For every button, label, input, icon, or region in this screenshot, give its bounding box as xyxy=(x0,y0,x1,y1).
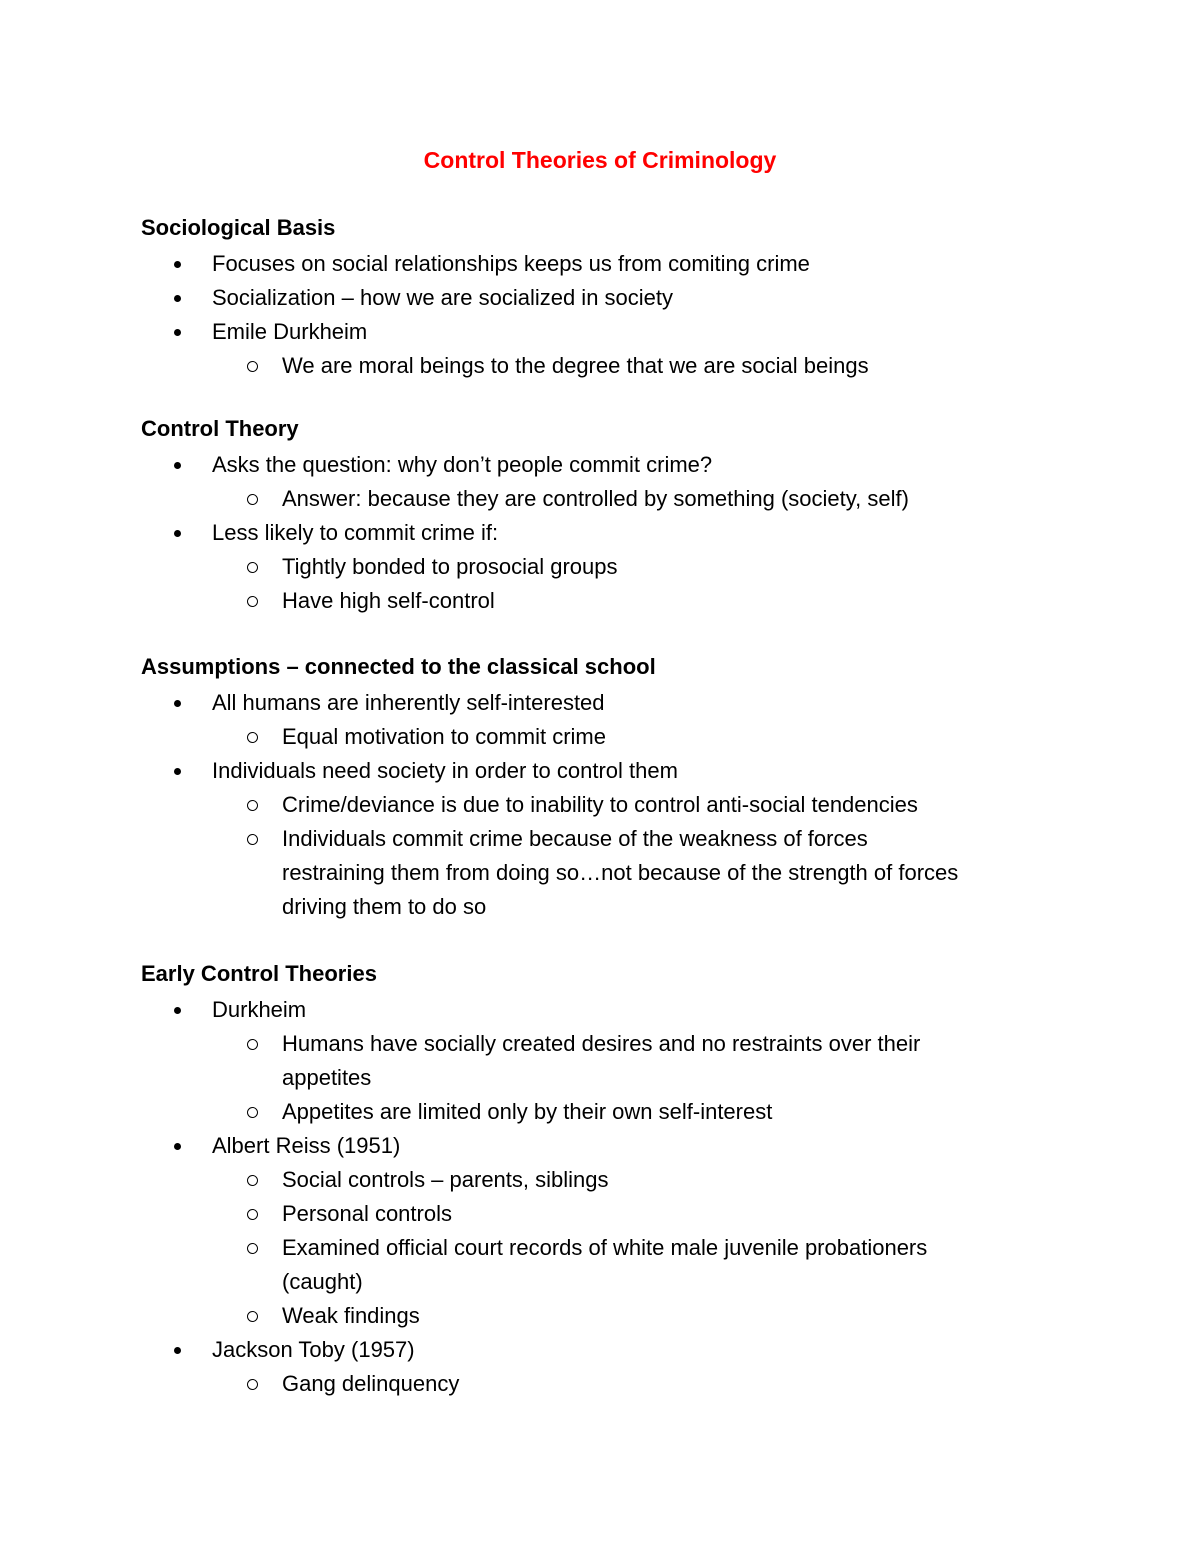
sub-list-item: Examined official court records of white male juvenile probationers xyxy=(282,1235,928,1260)
sub-list-item: appetites xyxy=(282,1065,372,1090)
sub-list-item: driving them to do so xyxy=(282,894,487,919)
list-item: All humans are inherently self-interested xyxy=(212,690,605,715)
sub-list-item: Humans have socially created desires and no restraints over their xyxy=(282,1031,921,1056)
sub-list-item: Individuals commit crime because of the weakness of forces xyxy=(282,826,868,851)
sub-list-item: Have high self-control xyxy=(282,588,495,613)
sub-list-item: Weak findings xyxy=(282,1303,420,1328)
section-heading: Assumptions – connected to the classical school xyxy=(141,654,656,679)
sub-list-item: Answer: because they are controlled by something (society, self) xyxy=(282,486,909,511)
list-item: Focuses on social relationships keeps us from comiting crime xyxy=(212,251,810,276)
document-title: Control Theories of Criminology xyxy=(423,147,777,173)
sub-list-item: (caught) xyxy=(282,1269,363,1294)
list-item: Socialization – how we are socialized in society xyxy=(212,285,674,310)
sub-list-item: restraining them from doing so…not because of the strength of forces xyxy=(282,860,959,885)
section-heading: Control Theory xyxy=(141,416,299,441)
list-item: Durkheim xyxy=(212,997,307,1022)
sub-list-item: Social controls – parents, siblings xyxy=(282,1167,609,1192)
sub-list-item: Crime/deviance is due to inability to control anti-social tendencies xyxy=(282,792,918,817)
list-item: Asks the question: why don’t people commit crime? xyxy=(212,452,713,477)
section-heading: Sociological Basis xyxy=(141,215,336,240)
list-item: Less likely to commit crime if: xyxy=(212,520,499,545)
section-heading: Early Control Theories xyxy=(141,961,377,986)
sub-list-item: Tightly bonded to prosocial groups xyxy=(282,554,618,579)
sub-list-item: We are moral beings to the degree that we are social beings xyxy=(282,353,869,378)
sub-list-item: Gang delinquency xyxy=(282,1371,460,1396)
sub-list-item: Appetites are limited only by their own self-interest xyxy=(282,1099,773,1124)
list-item: Individuals need society in order to control them xyxy=(212,758,678,783)
list-item: Jackson Toby (1957) xyxy=(212,1337,415,1362)
list-item: Emile Durkheim xyxy=(212,319,368,344)
sub-list-item: Equal motivation to commit crime xyxy=(282,724,606,749)
sub-list-item: Personal controls xyxy=(282,1201,452,1226)
list-item: Albert Reiss (1951) xyxy=(212,1133,401,1158)
